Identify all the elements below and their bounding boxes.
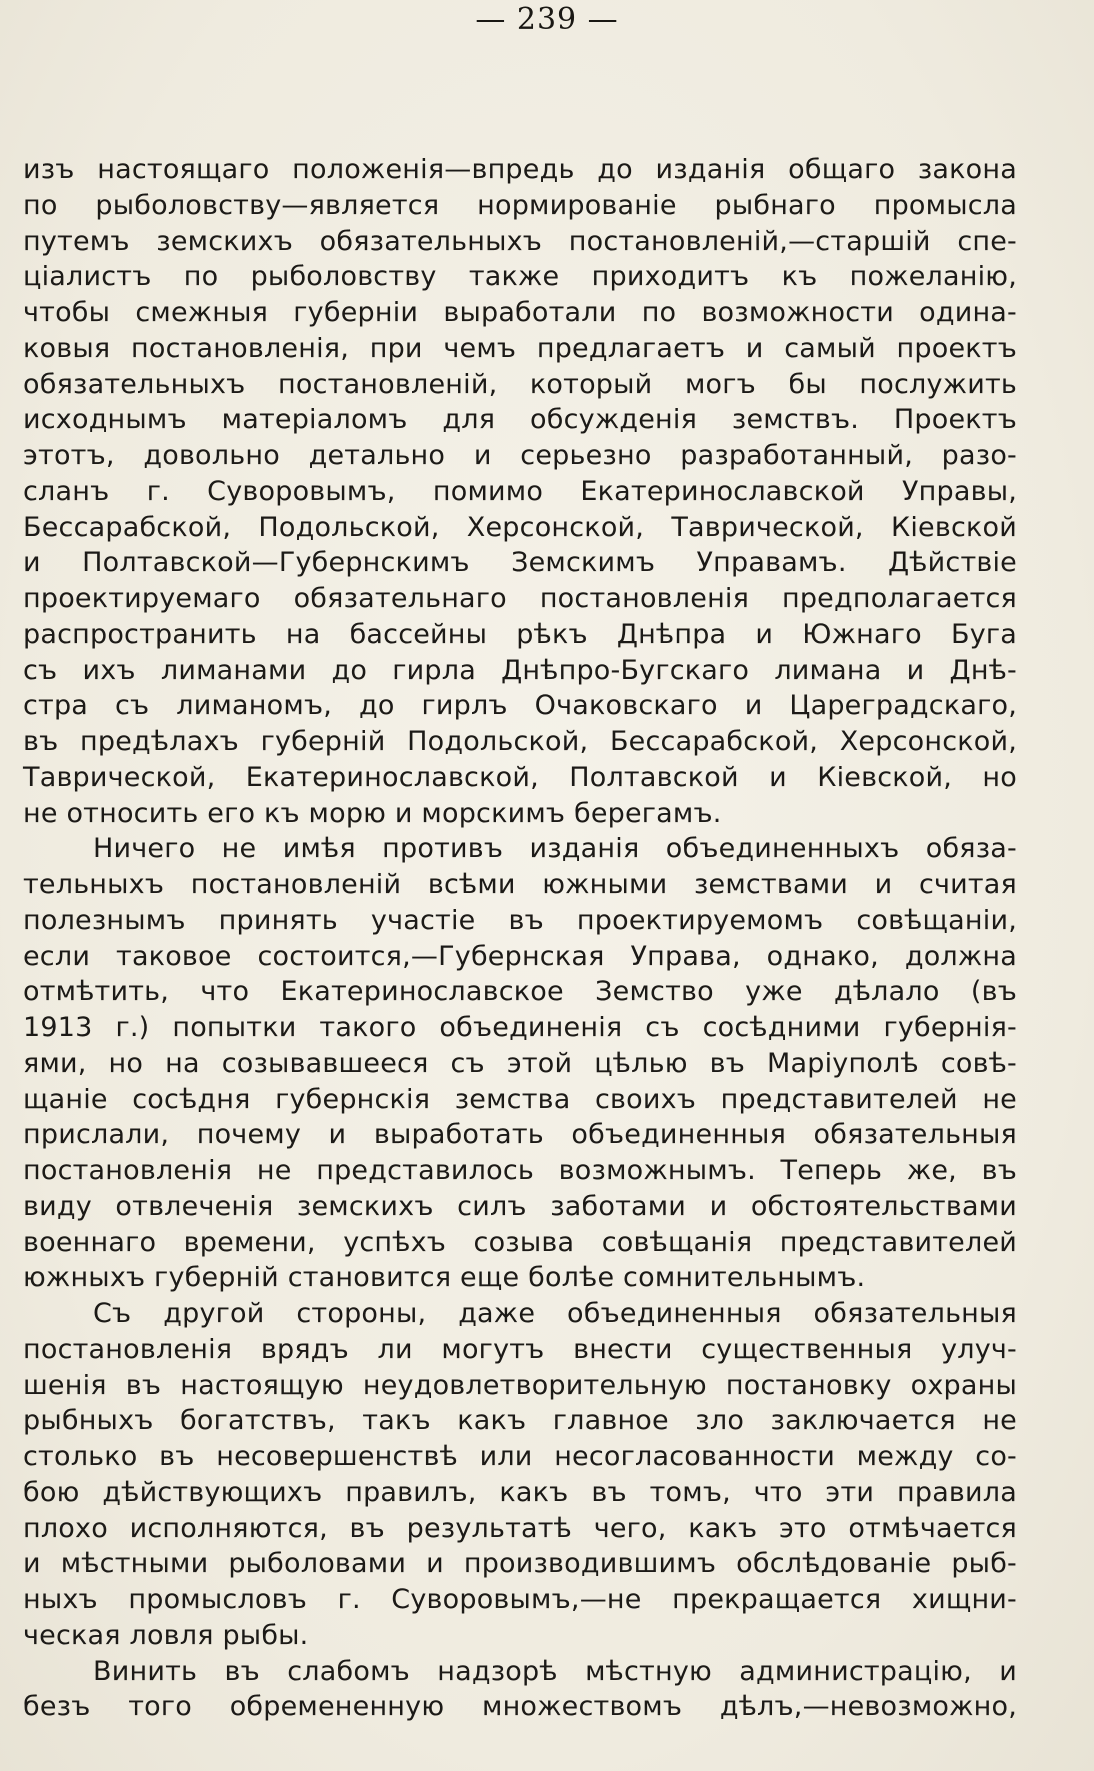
- text-line: распространить на бассейны рѣкъ Днѣпра и Южнаго Буга: [23, 618, 1017, 650]
- text-line: постановленія врядъ ли могутъ внести существенныя улуч-: [23, 1333, 1017, 1365]
- text-line: и мѣстными рыболовами и производившимъ обслѣдованіе рыб-: [23, 1548, 1017, 1580]
- text-line: ціалистъ по рыболовству также приходитъ къ пожеланію,: [23, 261, 1017, 293]
- text-line: бою дѣйствующихъ правилъ, какъ въ томъ, что эти правила: [23, 1476, 1017, 1508]
- text-line: по рыболовству—является нормированіе рыбнаго промысла: [23, 189, 1017, 221]
- text-line: стра съ лиманомъ, до гирлъ Очаковскаго и Цареградскаго,: [23, 690, 1017, 722]
- text-line: чтобы смежныя губерніи выработали по возможности одина-: [23, 297, 1017, 328]
- text-line: рыбныхъ богатствъ, такъ какъ главное зло заключается не: [23, 1405, 1017, 1437]
- text-line: столько въ несовершенствѣ или несогласованности между со-: [23, 1441, 1017, 1472]
- text-line: съ ихъ лиманами до гирла Днѣпро-Бугскаго лимана и Днѣ-: [23, 654, 1017, 686]
- text-line: сланъ г. Суворовымъ, помимо Екатеринославской Управы,: [23, 475, 1017, 507]
- text-line: путемъ земскихъ обязательныхъ постановленій,—старшій спе-: [23, 225, 1017, 257]
- text-line: не относить его къ морю и морскимъ берегамъ.: [23, 797, 722, 829]
- text-line: если таковое состоится,—Губернская Управа, однако, должна: [23, 940, 1017, 972]
- text-line: и Полтавской—Губернскимъ Земскимъ Управамъ. Дѣйствіе: [23, 547, 1017, 579]
- text-line: тельныхъ постановленій всѣми южными земствами и считая: [23, 869, 1017, 900]
- text-line: виду отвлеченія земскихъ силъ заботами и обстоятельствами: [23, 1190, 1017, 1222]
- text-line: Таврической, Екатеринославской, Полтавской и Кіевской, но: [23, 761, 1017, 793]
- text-line: военнаго времени, успѣхъ созыва совѣщанія представителей: [23, 1226, 1017, 1258]
- text-line: Съ другой стороны, даже объединенныя обязательныя: [93, 1298, 1017, 1329]
- text-line: плохо исполняются, въ результатѣ чего, какъ это отмѣчается: [23, 1512, 1017, 1544]
- text-line: ныхъ промысловъ г. Суворовымъ,—не прекращается хищни-: [23, 1584, 1017, 1615]
- text-line: 1913 г.) попытки такого объединенія съ сосѣдними губернія-: [23, 1012, 1017, 1043]
- text-line: обязательныхъ постановленій, который могъ бы послужить: [23, 368, 1017, 400]
- text-line: проектируемаго обязательнаго постановленія предполагается: [23, 583, 1017, 614]
- text-line: ковыя постановленія, при чемъ предлагаетъ и самый проектъ: [23, 332, 1017, 364]
- text-line: этотъ, довольно детально и серьезно разработанный, разо-: [23, 440, 1017, 471]
- text-line: полезнымъ принять участіе въ проектируемомъ совѣщаніи,: [23, 904, 1017, 936]
- text-line: исходнымъ матеріаломъ для обсужденія земствъ. Проектъ: [23, 404, 1017, 436]
- text-line: прислали, почему и выработать объединенныя обязательныя: [23, 1119, 1017, 1151]
- text-line: Ничего не имѣя противъ изданія объединенныхъ обяза-: [93, 833, 1017, 865]
- text-line: постановленія не представилось возможнымъ. Теперь же, въ: [23, 1155, 1017, 1186]
- body-text: [23, 152, 1017, 1725]
- text-line: щаніе сосѣдня губернскія земства своихъ представителей не: [23, 1083, 1017, 1115]
- text-line: изъ настоящаго положенія—впредь до изданія общаго закона: [23, 154, 1017, 185]
- text-line: Винить въ слабомъ надзорѣ мѣстную администрацію, и: [93, 1655, 1017, 1687]
- page-number: — 239 —: [475, 2, 619, 37]
- text-line: ями, но на созывавшееся съ этой цѣлью въ Маріуполѣ совѣ-: [23, 1047, 1017, 1079]
- text-line: въ предѣлахъ губерній Подольской, Бессарабской, Херсонской,: [23, 726, 1017, 757]
- text-line: южныхъ губерній становится еще болѣе сомнительнымъ.: [23, 1262, 866, 1294]
- text-line: шенія въ настоящую неудовлетворительную постановку охраны: [23, 1369, 1017, 1401]
- text-line: ческая ловля рыбы.: [23, 1619, 309, 1651]
- text-line: Бессарабской, Подольской, Херсонской, Таврической, Кіевской: [23, 511, 1017, 543]
- text-line: безъ того обремененную множествомъ дѣлъ,—невозможно,: [23, 1691, 1017, 1723]
- text-line: отмѣтить, что Екатеринославское Земство уже дѣлало (въ: [23, 976, 1017, 1008]
